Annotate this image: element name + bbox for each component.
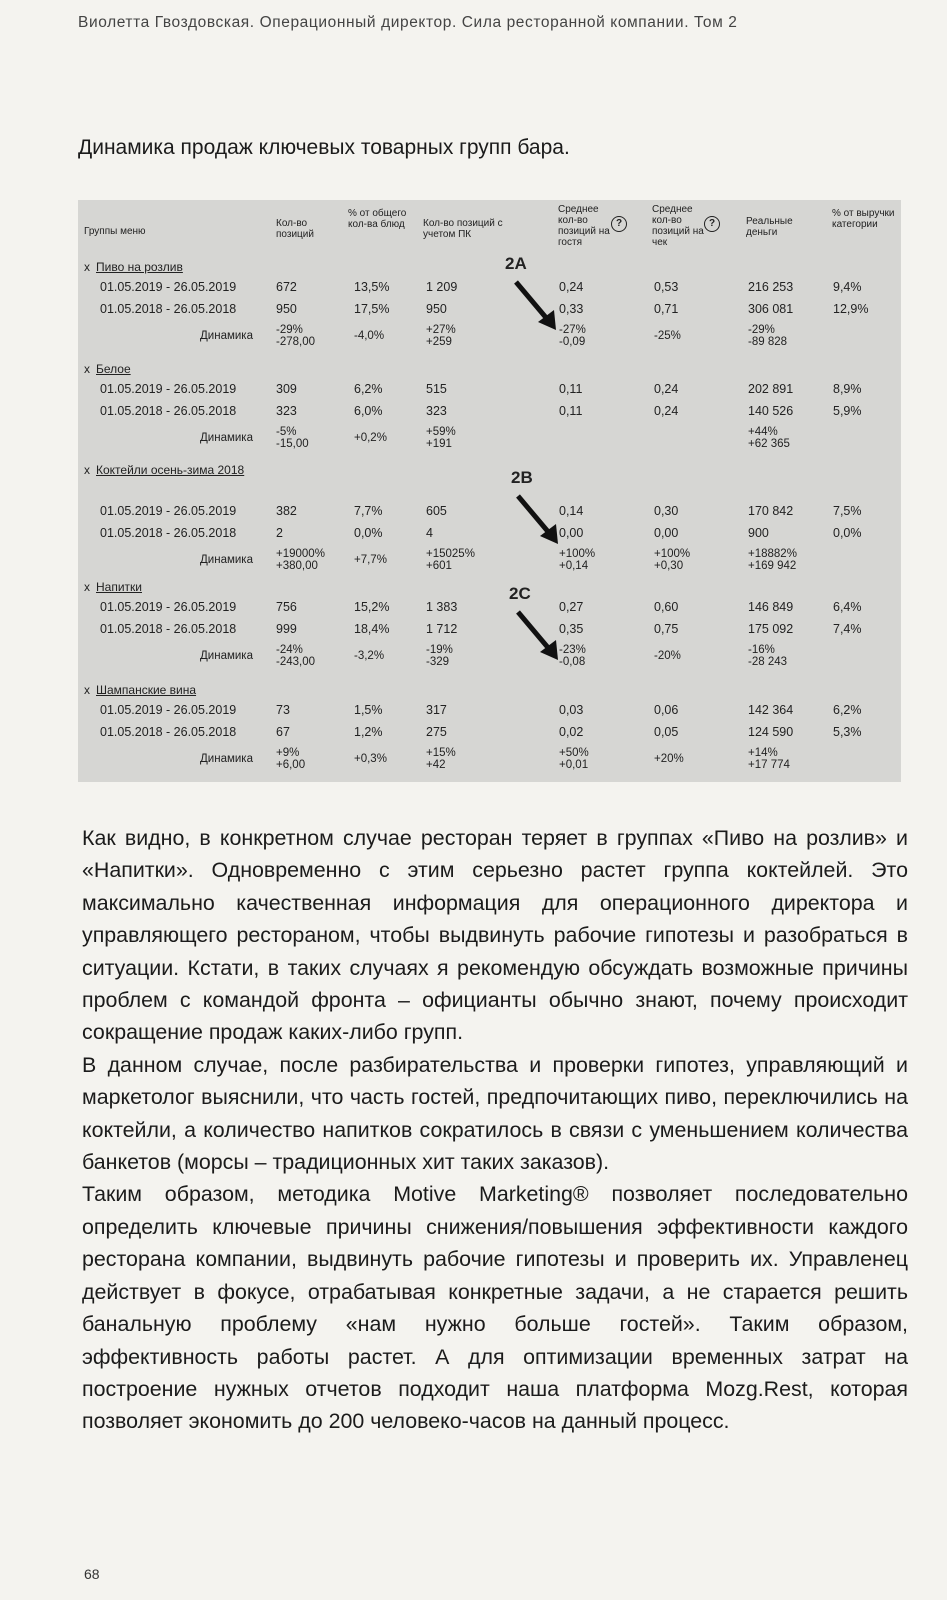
dynamic-count: -5% -15,00 [276, 426, 309, 450]
arrow-2b-icon [514, 492, 564, 548]
dynamic-per-guest: +50% +0,01 [559, 747, 589, 771]
cell-per-guest: 0,03 [559, 703, 584, 717]
col-header-money: Реальные деньги [746, 216, 793, 238]
cell-money: 306 081 [748, 302, 794, 316]
group-title[interactable] [84, 362, 131, 376]
cell-per-check: 0,06 [654, 703, 679, 717]
paragraph: Как видно, в конкретном случае ресторан теряет в группах «Пиво на розлив» и «Напитки». Одновременно с этим серьезно растет группа коктейлей. Это максимально качественная информация для операционного директора и управляющего рестораном, чтобы выдвинуть рабочие гипотезы и разобраться в ситуации. Кстати, в таких случаях я рекомендую обсуждать возможные причины проблем с командой фронта – официанты обычно знают, почему происходит сокращение продаж каких-либо групп. [82, 826, 908, 1045]
cell-pct: 6,2% [354, 382, 383, 396]
dynamic-per-check: +100% +0,30 [654, 548, 691, 572]
marker-2b: 2B [511, 468, 533, 487]
cell-count: 950 [276, 302, 297, 316]
dynamic-money: +18882% +169 942 [748, 548, 797, 572]
cell-per-check: 0,60 [654, 600, 679, 614]
group-name[interactable]: Напитки [96, 580, 142, 594]
dynamic-pct: -4,0% [354, 330, 385, 342]
dynamic-pk: +59% +191 [426, 426, 456, 450]
cell-per-guest: 0,27 [559, 600, 584, 614]
dynamic-pct: +0,3% [354, 753, 387, 765]
group-name[interactable]: Коктейли осень-зима 2018 [96, 463, 245, 477]
dynamic-pk: -19% -329 [426, 644, 453, 668]
cell-per-check: 0,75 [654, 622, 679, 636]
group-name[interactable]: Белое [96, 362, 131, 376]
cell-count: 67 [276, 725, 290, 739]
col-header-pk: Кол-во позиций с учетом ПК [423, 218, 503, 240]
row-period: 01.05.2019 - 26.05.2019 [100, 703, 237, 717]
dynamic-per-guest: +100% +0,14 [559, 548, 596, 572]
dynamic-per-guest: -23% -0,08 [559, 644, 586, 668]
dynamic-label: Динамика [200, 432, 253, 444]
col-header-pct: % от общего кол-ва блюд [348, 208, 407, 230]
collapse-x-icon[interactable]: x [84, 580, 90, 594]
row-period: 01.05.2018 - 26.05.2018 [100, 302, 237, 316]
collapse-x-icon[interactable]: x [84, 362, 90, 376]
cell-count: 73 [276, 703, 290, 717]
dynamic-count: -24% -243,00 [276, 644, 316, 668]
col-header-per-guest: Среднее кол-во позиций на гостя [558, 204, 610, 248]
cell-pk: 605 [426, 504, 447, 518]
cell-share: 5,9% [833, 404, 862, 418]
cell-count: 999 [276, 622, 297, 636]
dynamic-per-check: -20% [654, 650, 681, 662]
dynamic-money: -16% -28 243 [748, 644, 788, 668]
row-period: 01.05.2019 - 26.05.2019 [100, 600, 237, 614]
row-period: 01.05.2019 - 26.05.2019 [100, 504, 237, 518]
dynamic-pk: +27% +259 [426, 324, 456, 348]
col-header-count: Кол-во позиций [276, 218, 314, 240]
group-title[interactable] [84, 260, 183, 274]
row-period: 01.05.2018 - 26.05.2018 [100, 404, 237, 418]
cell-per-check: 0,30 [654, 504, 679, 518]
cell-pct: 13,5% [354, 280, 390, 294]
paragraph: В данном случае, после разбирательства и проверки гипотез, управляющий и маркетолог выяснили, что часть гостей, предпочитающих пиво, переключились на коктейли, а количество напитков сократилось в связи с уменьшением количества банкетов (морсы – традиционных хит таких заказов). [82, 1052, 908, 1175]
row-period: 01.05.2018 - 26.05.2018 [100, 526, 237, 540]
cell-money: 170 842 [748, 504, 794, 518]
cell-per-check: 0,05 [654, 725, 679, 739]
table-caption: Динамика продаж ключевых товарных групп бара. [78, 136, 570, 159]
cell-money: 900 [748, 526, 769, 540]
dynamic-pk: +15025% +601 [426, 548, 475, 572]
sales-table [78, 200, 901, 782]
cell-per-guest: 0,33 [559, 302, 584, 316]
marker-2c: 2C [509, 584, 531, 603]
group-name[interactable]: Пиво на розлив [96, 260, 183, 274]
arrow-2c-icon [514, 608, 564, 664]
cell-count: 2 [276, 526, 283, 540]
cell-count: 756 [276, 600, 297, 614]
dynamic-pct: +7,7% [354, 554, 387, 566]
cell-pct: 17,5% [354, 302, 390, 316]
cell-per-guest: 0,00 [559, 526, 584, 540]
cell-money: 202 891 [748, 382, 794, 396]
page-number: 68 [84, 1566, 100, 1582]
collapse-x-icon[interactable]: x [84, 683, 90, 697]
cell-pk: 4 [426, 526, 433, 540]
cell-pk: 950 [426, 302, 447, 316]
cell-per-guest: 0,11 [559, 382, 583, 396]
marker-2a: 2A [505, 254, 527, 273]
cell-count: 382 [276, 504, 297, 518]
dynamic-count: -29% -278,00 [276, 324, 316, 348]
cell-pct: 7,7% [354, 504, 383, 518]
cell-share: 12,9% [833, 302, 869, 316]
group-title[interactable] [84, 464, 254, 477]
cell-pct: 0,0% [354, 526, 383, 540]
row-period: 01.05.2018 - 26.05.2018 [100, 622, 237, 636]
dynamic-pct: +0,2% [354, 432, 387, 444]
dynamic-pct: -3,2% [354, 650, 385, 662]
cell-pk: 1 712 [426, 622, 458, 636]
help-icon[interactable]: ? [704, 216, 720, 232]
cell-per-guest: 0,14 [559, 504, 584, 518]
cell-count: 309 [276, 382, 297, 396]
cell-money: 216 253 [748, 280, 794, 294]
row-period: 01.05.2019 - 26.05.2019 [100, 382, 237, 396]
col-header-share: % от выручки категории [832, 208, 895, 230]
cell-money: 140 526 [748, 404, 794, 418]
cell-pk: 1 383 [426, 600, 458, 614]
dynamic-money: +44% +62 365 [748, 426, 790, 450]
dynamic-count: +9% +6,00 [276, 747, 306, 771]
group-name[interactable]: Шампанские вина [96, 683, 197, 697]
col-header-groups: Группы меню [84, 226, 146, 237]
dynamic-per-check: +20% [654, 753, 684, 765]
cell-per-guest: 0,24 [559, 280, 584, 294]
cell-count: 323 [276, 404, 297, 418]
dynamic-pk: +15% +42 [426, 747, 456, 771]
cell-count: 672 [276, 280, 297, 294]
cell-per-check: 0,00 [654, 526, 679, 540]
cell-per-check: 0,24 [654, 382, 679, 396]
dynamic-label: Динамика [200, 330, 253, 342]
col-header-per-check: Среднее кол-во позиций на чек [652, 204, 704, 248]
cell-pct: 1,5% [354, 703, 383, 717]
dynamic-per-check: -25% [654, 330, 681, 342]
cell-pct: 15,2% [354, 600, 390, 614]
arrow-2a-icon [512, 278, 562, 334]
dynamic-label: Динамика [200, 554, 253, 566]
cell-share: 0,0% [833, 526, 862, 540]
group-title[interactable] [84, 683, 196, 697]
cell-pk: 323 [426, 404, 447, 418]
cell-pk: 275 [426, 725, 447, 739]
help-icon[interactable]: ? [611, 216, 627, 232]
cell-share: 6,4% [833, 600, 862, 614]
running-header: Виолетта Гвоздовская. Операционный директор. Сила ресторанной компании. Том 2 [78, 14, 738, 31]
group-title[interactable] [84, 580, 142, 594]
cell-pk: 515 [426, 382, 447, 396]
cell-money: 124 590 [748, 725, 794, 739]
collapse-x-icon[interactable]: x [84, 463, 90, 477]
cell-share: 7,5% [833, 504, 862, 518]
cell-money: 142 364 [748, 703, 794, 717]
dynamic-per-guest: -27% -0,09 [559, 324, 586, 348]
cell-pct: 1,2% [354, 725, 383, 739]
cell-share: 7,4% [833, 622, 862, 636]
cell-pk: 1 209 [426, 280, 458, 294]
cell-share: 8,9% [833, 382, 862, 396]
row-period: 01.05.2018 - 26.05.2018 [100, 725, 237, 739]
cell-per-guest: 0,02 [559, 725, 584, 739]
body-text [82, 822, 908, 1438]
cell-pk: 317 [426, 703, 447, 717]
row-period: 01.05.2019 - 26.05.2019 [100, 280, 237, 294]
paragraph: Таким образом, методика Motive Marketing® позволяет последовательно определить ключевые причины снижения/повышения эффективности каждого ресторана компании, выдвинуть рабочие гипотезы и проверить их. Управленец действует в фокусе, отрабатывая конкретные задачи, а не старается решить банальную проблему «нам нужно больше гостей». Таким образом, эффективность работы растет. А для оптимизации временных затрат на построение нужных отчетов подходит наша платформа Mozg.Rest, которая позволяет экономить до 200 человеко-часов на данный процесс. [82, 1182, 908, 1434]
cell-share: 9,4% [833, 280, 862, 294]
cell-per-check: 0,71 [654, 302, 679, 316]
cell-money: 175 092 [748, 622, 794, 636]
cell-per-check: 0,53 [654, 280, 679, 294]
cell-share: 6,2% [833, 703, 862, 717]
cell-share: 5,3% [833, 725, 862, 739]
dynamic-label: Динамика [200, 650, 253, 662]
cell-per-check: 0,24 [654, 404, 679, 418]
cell-per-guest: 0,35 [559, 622, 584, 636]
dynamic-label: Динамика [200, 753, 253, 765]
dynamic-money: +14% +17 774 [748, 747, 790, 771]
cell-pct: 18,4% [354, 622, 390, 636]
dynamic-money: -29% -89 828 [748, 324, 788, 348]
collapse-x-icon[interactable]: x [84, 260, 90, 274]
cell-pct: 6,0% [354, 404, 383, 418]
cell-per-guest: 0,11 [559, 404, 583, 418]
cell-money: 146 849 [748, 600, 794, 614]
dynamic-count: +19000% +380,00 [276, 548, 325, 572]
